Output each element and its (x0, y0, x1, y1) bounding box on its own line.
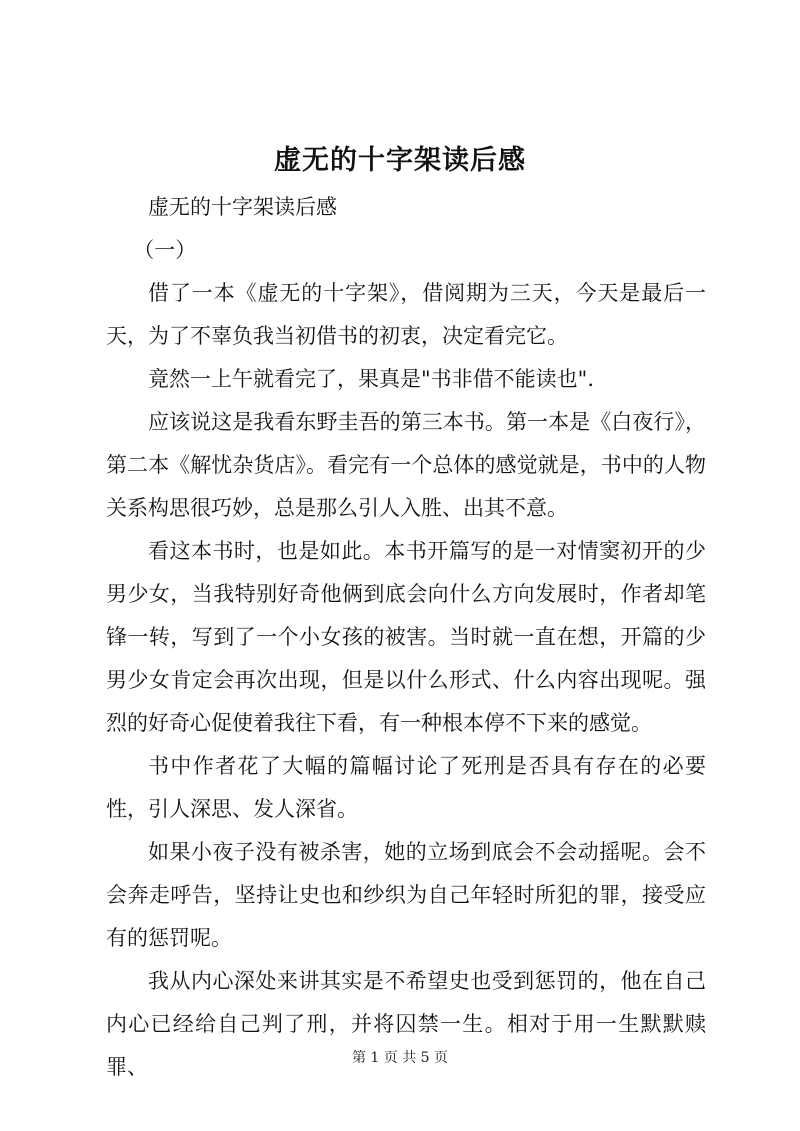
paragraph-section-number: （一） (133, 238, 197, 262)
paragraph: 书中作者花了大幅的篇幅讨论了死刑是否具有存在的必要性，引人深思、发人深省。 (106, 754, 706, 821)
paragraph: 看这本书时，也是如此。本书开篇写的是一对情窦初开的少男少女，当我特别好奇他俩到底会向什么方向发展时，作者却笔锋一转，写到了一个小女孩的被害。当时就一直在想，开篇的少男少女肯定会再次出现，但是以什么形式、什么内容出现呢。强烈的好奇心促使着我往下看，有一种根本停不下来的感觉。 (106, 539, 706, 735)
paragraph-subtitle: 虚无的十字架读后感 (148, 195, 337, 219)
document-title: 虚无的十字架读后感 (274, 145, 526, 176)
paragraph: 我从内心深处来讲其实是不希望史也受到惩罚的，他在自己内心已经给自己判了刑，并将囚禁一生。相对于用一生默默赎罪、 (106, 969, 706, 1079)
paragraph: 借了一本《虚无的十字架》，借阅期为三天，今天是最后一天，为了不辜负我当初借书的初衷，决定看完它。 (106, 281, 706, 348)
page-footer: 第 1 页 共 5 页 (351, 1050, 449, 1066)
paragraph: 应该说这是我看东野圭吾的第三本书。第一本是《白夜行》，第二本《解忧杂货店》。看完有一个总体的感觉就是，书中的人物关系构思很巧妙，总是那么引人入胜、出其不意。 (106, 410, 706, 520)
paragraph: 竟然一上午就看完了，果真是"书非借不能读也". (148, 367, 594, 391)
paragraph: 如果小夜子没有被杀害，她的立场到底会不会动摇呢。会不会奔走呼告，坚持让史也和纱织为自己年轻时所犯的罪，接受应有的惩罚呢。 (106, 840, 706, 950)
document-body (106, 186, 706, 1089)
